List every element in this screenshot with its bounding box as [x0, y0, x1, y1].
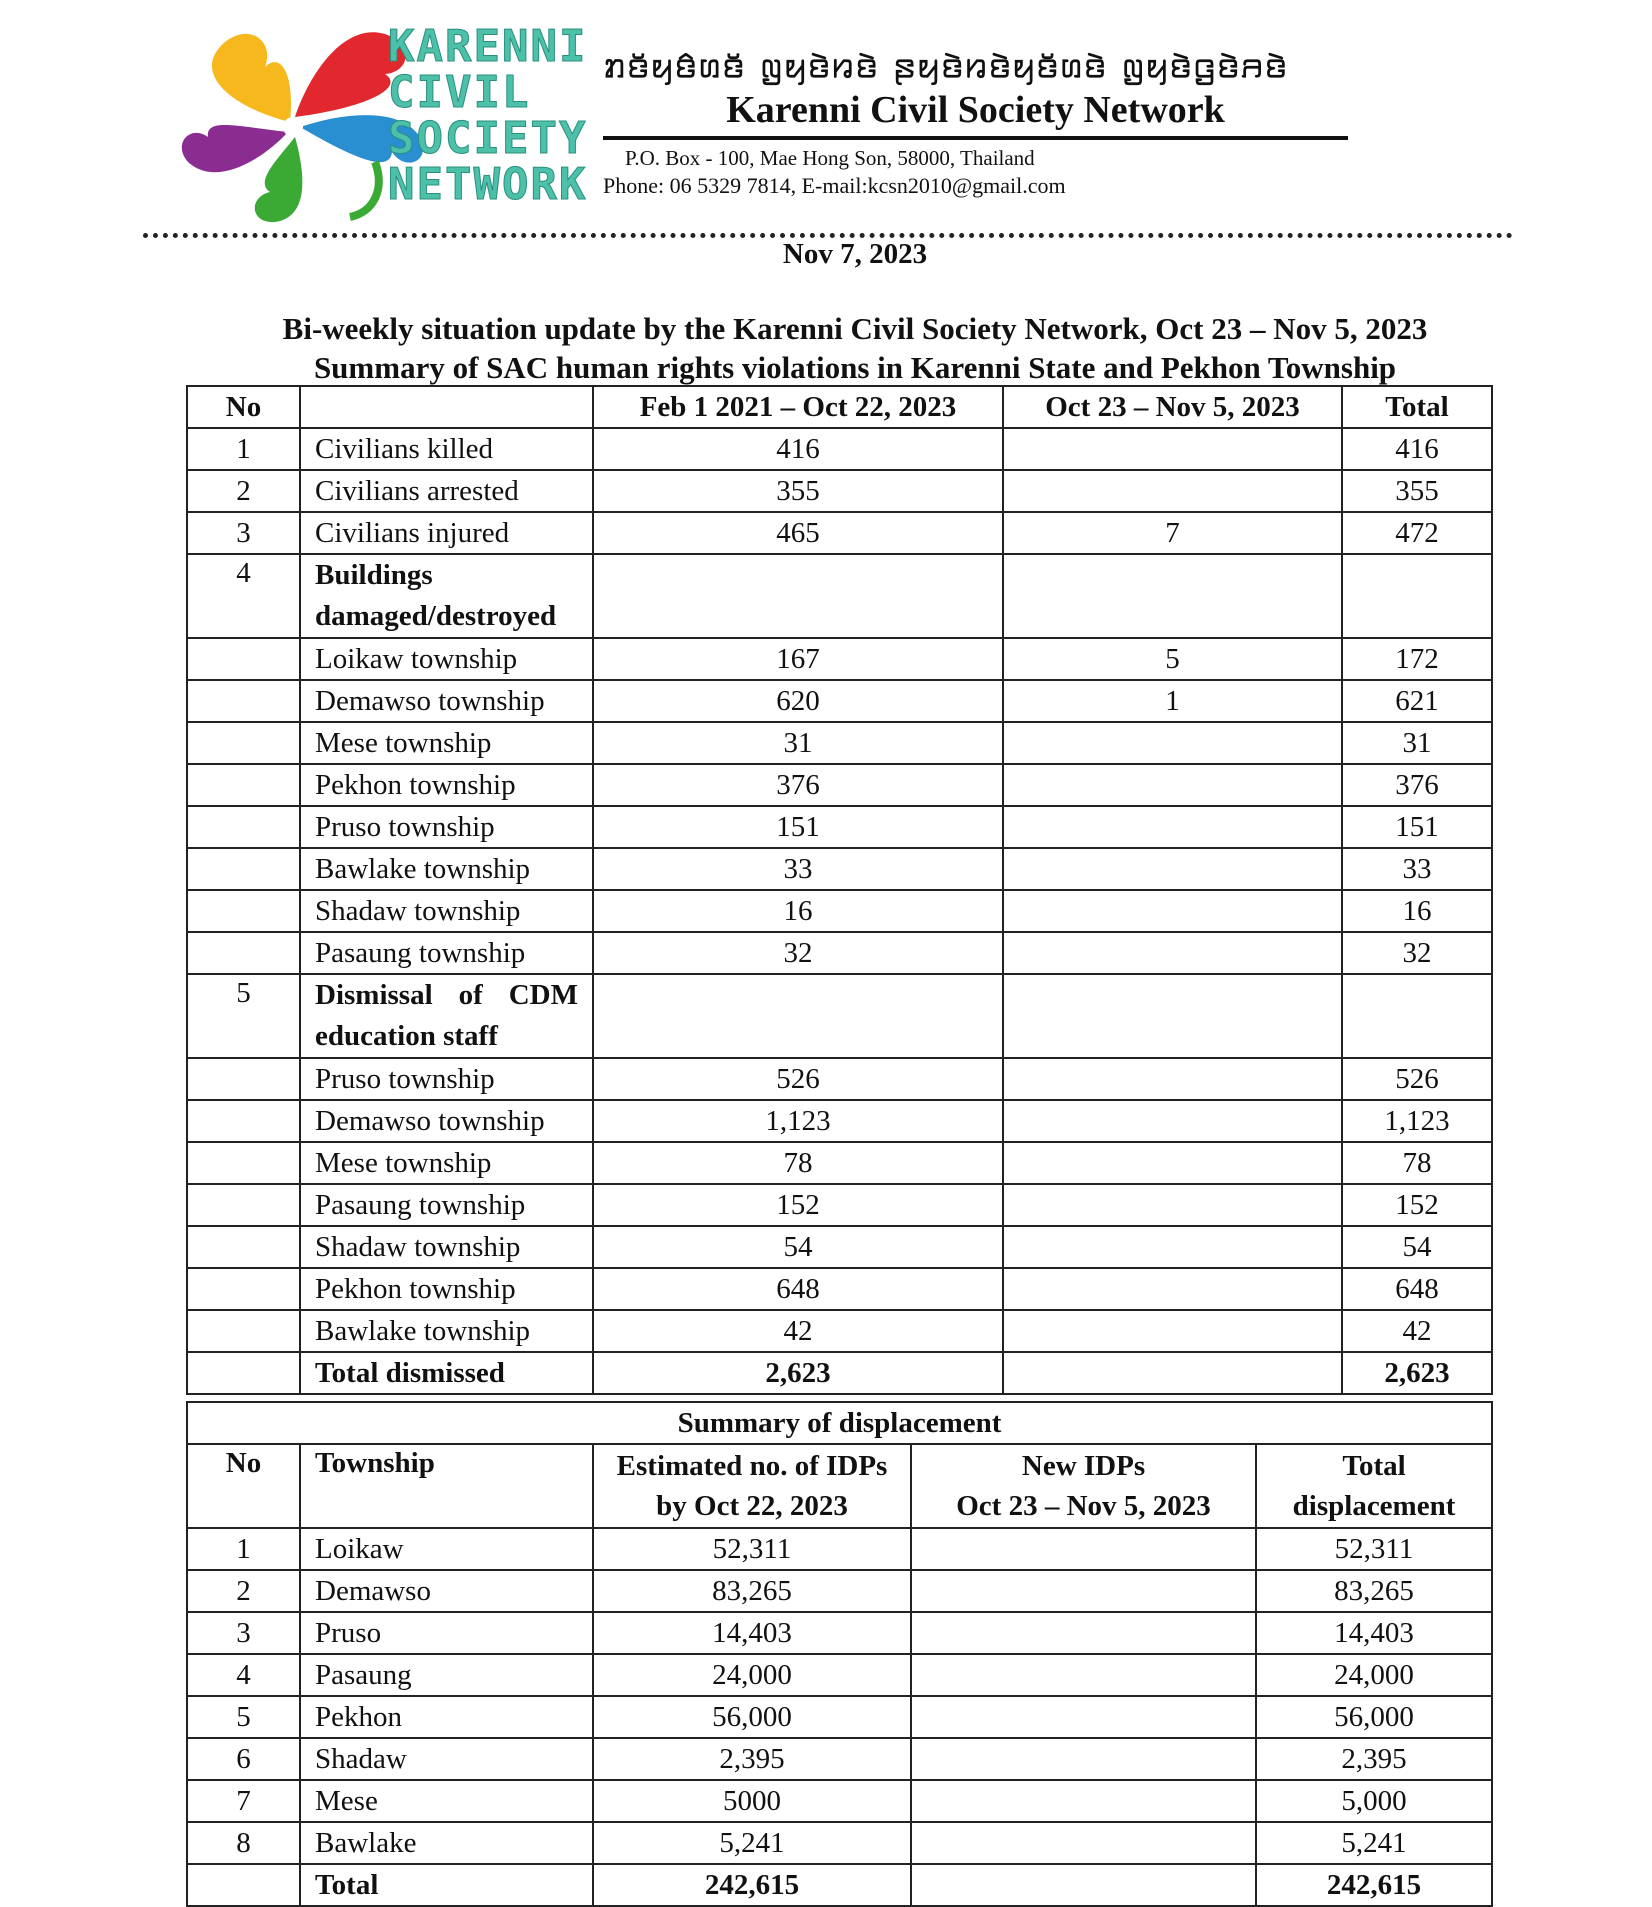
cell-total — [1342, 554, 1492, 638]
township-name: Shadaw — [300, 1738, 593, 1780]
logo-line: CIVIL — [388, 67, 531, 118]
row-number: 2 — [187, 1570, 300, 1612]
cell-period — [1003, 554, 1342, 638]
cell-before: 42 — [593, 1310, 1003, 1352]
table-row — [187, 1570, 1492, 1612]
cell-new — [911, 1570, 1256, 1612]
cell-estimated: 2,395 — [593, 1738, 911, 1780]
row-label: Pekhon township — [300, 1268, 593, 1310]
cell-total: 83,265 — [1256, 1570, 1492, 1612]
logo-line: NETWORK — [388, 159, 588, 210]
row-number: 8 — [187, 1822, 300, 1864]
cell-total: 42 — [1342, 1310, 1492, 1352]
cell-total: 416 — [1342, 428, 1492, 470]
row-number — [187, 764, 300, 806]
row-label: Shadaw township — [300, 1226, 593, 1268]
column-header-line: Total — [1342, 1450, 1406, 1482]
report-date: Nov 7, 2023 — [782, 238, 928, 270]
cell-period: 7 — [1003, 512, 1342, 554]
column-header: Feb 1 2021 – Oct 22, 2023 — [593, 386, 1003, 428]
cell-before: 465 — [593, 512, 1003, 554]
table-row — [187, 1226, 1492, 1268]
table-row — [187, 680, 1492, 722]
total-row — [187, 1864, 1492, 1906]
violations-table — [186, 385, 1493, 1395]
table-row — [187, 1100, 1492, 1142]
row-number: 4 — [187, 554, 300, 638]
cell-total: 172 — [1342, 638, 1492, 680]
cell-total: 16 — [1342, 890, 1492, 932]
cell-total: 1,123 — [1342, 1100, 1492, 1142]
org-contact: Phone: 06 5329 7814, E-mail:kcsn2010@gmail.com — [603, 173, 1066, 198]
cell-total: 151 — [1342, 806, 1492, 848]
row-label: Civilians arrested — [300, 470, 593, 512]
cell-total: 2,623 — [1342, 1352, 1492, 1394]
displacement-table — [186, 1401, 1493, 1907]
table-row — [187, 806, 1492, 848]
cell-estimated: 83,265 — [593, 1570, 911, 1612]
cell-estimated: 56,000 — [593, 1696, 911, 1738]
row-number: 1 — [187, 1528, 300, 1570]
cell-estimated: 52,311 — [593, 1528, 911, 1570]
cell-period — [1003, 1352, 1342, 1394]
column-header — [593, 1444, 911, 1528]
table-row — [187, 764, 1492, 806]
org-name: Karenni Civil Society Network — [726, 89, 1225, 131]
cell-total: 56,000 — [1256, 1696, 1492, 1738]
table-row — [187, 932, 1492, 974]
category-label-line: education staff — [315, 1020, 498, 1052]
township-name: Pasaung — [300, 1654, 593, 1696]
cell-new — [911, 1528, 1256, 1570]
row-label: Pruso township — [300, 806, 593, 848]
report-subtitle: Summary of SAC human rights violations in Karenni State and Pekhon Township — [313, 350, 1397, 385]
column-header: No — [187, 386, 300, 428]
cell-estimated: 242,615 — [593, 1864, 911, 1906]
category-label — [300, 974, 593, 1058]
column-header — [300, 386, 593, 428]
row-label: Demawso township — [300, 680, 593, 722]
total-row — [187, 1352, 1492, 1394]
table-row — [187, 1612, 1492, 1654]
cell-before: 526 — [593, 1058, 1003, 1100]
cell-total: 24,000 — [1256, 1654, 1492, 1696]
column-header-line: displacement — [1292, 1490, 1456, 1522]
cell-new — [911, 1864, 1256, 1906]
row-number — [187, 638, 300, 680]
cell-new — [911, 1612, 1256, 1654]
row-label: Civilians injured — [300, 512, 593, 554]
cell-before — [593, 554, 1003, 638]
row-number — [187, 1310, 300, 1352]
cell-before — [593, 974, 1003, 1058]
cell-total: 242,615 — [1256, 1864, 1492, 1906]
cell-total: 5,000 — [1256, 1780, 1492, 1822]
cell-period: 1 — [1003, 680, 1342, 722]
category-label-line: Buildings — [315, 559, 433, 591]
cell-total: 152 — [1342, 1184, 1492, 1226]
row-number: 4 — [187, 1654, 300, 1696]
logo-line: KARENNI — [388, 21, 588, 72]
cell-total: 526 — [1342, 1058, 1492, 1100]
cell-period — [1003, 470, 1342, 512]
category-label — [300, 554, 593, 638]
township-name: Pruso — [300, 1612, 593, 1654]
column-header — [911, 1444, 1256, 1528]
row-number: 3 — [187, 1612, 300, 1654]
cell-period — [1003, 428, 1342, 470]
cell-before: 151 — [593, 806, 1003, 848]
row-label: Pasaung township — [300, 1184, 593, 1226]
cell-before: 2,623 — [593, 1352, 1003, 1394]
cell-period — [1003, 806, 1342, 848]
cell-new — [911, 1654, 1256, 1696]
township-name: Loikaw — [300, 1528, 593, 1570]
cell-period — [1003, 1100, 1342, 1142]
cell-total: 78 — [1342, 1142, 1492, 1184]
row-label: Bawlake township — [300, 1310, 593, 1352]
org-address: P.O. Box - 100, Mae Hong Son, 58000, Thailand — [625, 146, 1035, 170]
row-number — [187, 1100, 300, 1142]
township-name: Demawso — [300, 1570, 593, 1612]
category-label-line: Dismissal of CDM — [315, 979, 578, 1011]
section-title-row — [187, 1402, 1492, 1444]
cell-total: 32 — [1342, 932, 1492, 974]
cell-total: 52,311 — [1256, 1528, 1492, 1570]
category-row — [187, 554, 1492, 638]
table-row — [187, 1058, 1492, 1100]
table-row — [187, 848, 1492, 890]
row-number — [187, 1864, 300, 1906]
cell-before: 16 — [593, 890, 1003, 932]
row-number — [187, 1184, 300, 1226]
cell-before: 648 — [593, 1268, 1003, 1310]
cell-total: 355 — [1342, 470, 1492, 512]
cell-period — [1003, 1310, 1342, 1352]
cell-estimated: 14,403 — [593, 1612, 911, 1654]
cell-total: 472 — [1342, 512, 1492, 554]
cell-total — [1342, 974, 1492, 1058]
report-title: Bi-weekly situation update by the Karenni Civil Society Network, Oct 23 – Nov 5, 2023 — [282, 311, 1428, 346]
cell-period — [1003, 1142, 1342, 1184]
cell-before: 152 — [593, 1184, 1003, 1226]
cell-before: 54 — [593, 1226, 1003, 1268]
table-row — [187, 470, 1492, 512]
table-header-row — [187, 386, 1492, 428]
cell-before: 1,123 — [593, 1100, 1003, 1142]
row-number — [187, 1226, 300, 1268]
cell-estimated: 5,241 — [593, 1822, 911, 1864]
table-row — [187, 512, 1492, 554]
row-label: Demawso township — [300, 1100, 593, 1142]
cell-total: 5,241 — [1256, 1822, 1492, 1864]
category-label-line: damaged/destroyed — [315, 600, 557, 632]
cell-total: 33 — [1342, 848, 1492, 890]
table-row — [187, 638, 1492, 680]
cell-period — [1003, 1226, 1342, 1268]
cell-period — [1003, 848, 1342, 890]
row-number — [187, 1142, 300, 1184]
cell-period — [1003, 932, 1342, 974]
table-row — [187, 1310, 1492, 1352]
row-label: Pruso township — [300, 1058, 593, 1100]
row-number — [187, 890, 300, 932]
table-row — [187, 890, 1492, 932]
cell-before: 78 — [593, 1142, 1003, 1184]
cell-before: 167 — [593, 638, 1003, 680]
table-row — [187, 1738, 1492, 1780]
logo-line: SOCIETY — [388, 113, 588, 164]
cell-period — [1003, 974, 1342, 1058]
row-label: Loikaw township — [300, 638, 593, 680]
table-row — [187, 722, 1492, 764]
column-header-line: New IDPs — [1021, 1450, 1146, 1482]
cell-new — [911, 1780, 1256, 1822]
cell-total: 31 — [1342, 722, 1492, 764]
township-name: Mese — [300, 1780, 593, 1822]
cell-before: 33 — [593, 848, 1003, 890]
category-row — [187, 974, 1492, 1058]
row-label: Mese township — [300, 722, 593, 764]
table-row — [187, 1184, 1492, 1226]
table-row — [187, 1142, 1492, 1184]
cell-estimated: 5000 — [593, 1780, 911, 1822]
row-number — [187, 1268, 300, 1310]
cell-before: 620 — [593, 680, 1003, 722]
table-row — [187, 1654, 1492, 1696]
row-number — [187, 806, 300, 848]
row-label: Civilians killed — [300, 428, 593, 470]
column-header: Oct 23 – Nov 5, 2023 — [1003, 386, 1342, 428]
row-number — [187, 1352, 300, 1394]
township-name: Total — [300, 1864, 593, 1906]
table-row — [187, 1822, 1492, 1864]
cell-period: 5 — [1003, 638, 1342, 680]
column-header-line: Estimated no. of IDPs — [616, 1450, 888, 1482]
table-row — [187, 1528, 1492, 1570]
org-name-native-script: ꤊꤢꤩꤟꤢꤨꤛꤢꤩ ꤜꤟꤢꤧꤙꤢꤧ ꤔꤟꤢꤧꤙꤢꤧꤟꤢꤩꤛꤢꤧ ꤜꤟꤢꤧꤞꤢꤧꤏꤢꤧ — [603, 42, 1289, 86]
cell-new — [911, 1696, 1256, 1738]
row-label: Bawlake township — [300, 848, 593, 890]
cell-period — [1003, 890, 1342, 932]
table-row — [187, 1780, 1492, 1822]
cell-period — [1003, 764, 1342, 806]
row-number: 7 — [187, 1780, 300, 1822]
cell-estimated: 24,000 — [593, 1654, 911, 1696]
header-divider — [603, 136, 1348, 140]
column-header-line: Oct 23 – Nov 5, 2023 — [956, 1490, 1211, 1522]
column-header: Township — [300, 1444, 593, 1528]
cell-before: 355 — [593, 470, 1003, 512]
row-number — [187, 848, 300, 890]
row-number: 1 — [187, 428, 300, 470]
row-number: 6 — [187, 1738, 300, 1780]
row-label: Pasaung township — [300, 932, 593, 974]
row-number: 5 — [187, 1696, 300, 1738]
cell-before: 31 — [593, 722, 1003, 764]
row-number: 3 — [187, 512, 300, 554]
row-number — [187, 1058, 300, 1100]
row-number — [187, 722, 300, 764]
township-name: Pekhon — [300, 1696, 593, 1738]
cell-before: 376 — [593, 764, 1003, 806]
logo-wordmark — [388, 21, 588, 210]
cell-new — [911, 1822, 1256, 1864]
row-label: Total dismissed — [300, 1352, 593, 1394]
cell-period — [1003, 1268, 1342, 1310]
table-row — [187, 1268, 1492, 1310]
cell-total: 648 — [1342, 1268, 1492, 1310]
township-name: Bawlake — [300, 1822, 593, 1864]
table-header-row — [187, 1444, 1492, 1528]
row-label: Mese township — [300, 1142, 593, 1184]
row-label: Pekhon township — [300, 764, 593, 806]
column-header: No — [187, 1444, 300, 1528]
table-row — [187, 1696, 1492, 1738]
column-header: Total — [1342, 386, 1492, 428]
column-header — [1256, 1444, 1492, 1528]
row-label: Shadaw township — [300, 890, 593, 932]
section-title: Summary of displacement — [187, 1402, 1492, 1444]
cell-period — [1003, 722, 1342, 764]
cell-total: 621 — [1342, 680, 1492, 722]
row-number — [187, 680, 300, 722]
cell-period — [1003, 1184, 1342, 1226]
cell-new — [911, 1738, 1256, 1780]
cell-before: 416 — [593, 428, 1003, 470]
cell-before: 32 — [593, 932, 1003, 974]
letterhead — [0, 0, 1652, 240]
cell-period — [1003, 1058, 1342, 1100]
cell-total: 376 — [1342, 764, 1492, 806]
cell-total: 54 — [1342, 1226, 1492, 1268]
table-row — [187, 428, 1492, 470]
cell-total: 14,403 — [1256, 1612, 1492, 1654]
row-number — [187, 932, 300, 974]
row-number: 2 — [187, 470, 300, 512]
row-number: 5 — [187, 974, 300, 1058]
column-header-line: by Oct 22, 2023 — [656, 1490, 848, 1522]
cell-total: 2,395 — [1256, 1738, 1492, 1780]
